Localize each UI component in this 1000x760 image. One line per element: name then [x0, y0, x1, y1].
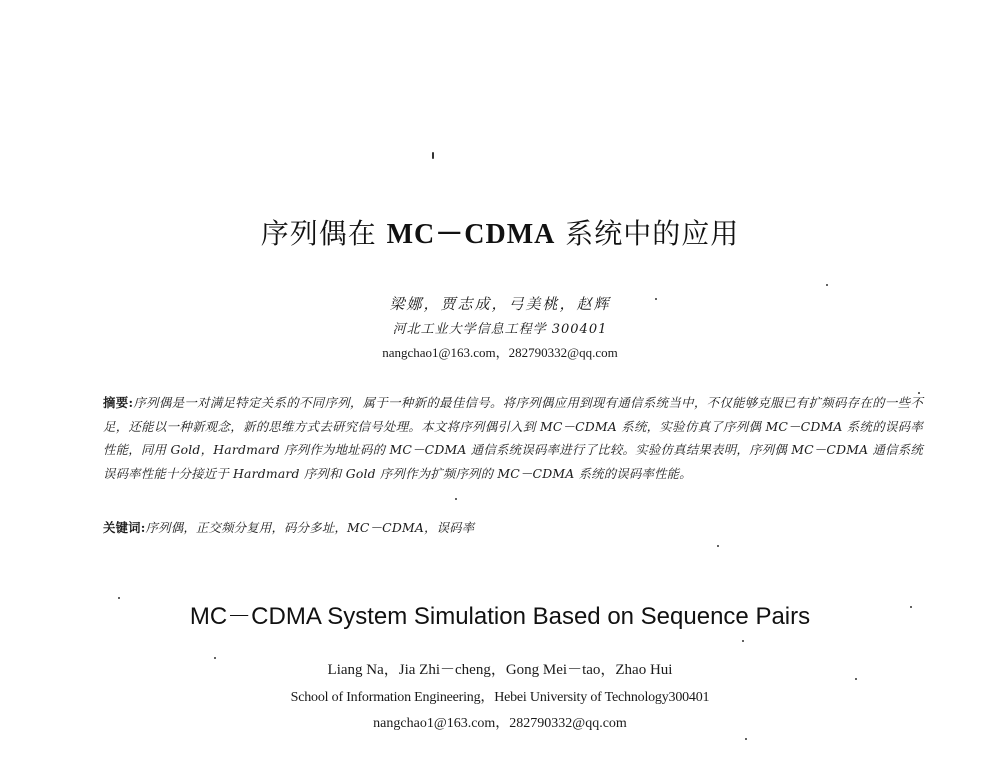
- scan-speck: [455, 498, 457, 500]
- scan-speck: [745, 738, 747, 740]
- chinese-authors: 梁娜，贾志成，弓美桃，赵辉: [389, 295, 611, 313]
- chinese-title: [0, 212, 1000, 252]
- chinese-title-part2: 系统中的应用: [565, 217, 740, 250]
- scan-speck: [742, 640, 744, 642]
- english-emails: nangchao1@163.com，282790332@qq.com: [373, 716, 627, 731]
- english-authors: Liang Na，Jia Zhi－cheng，Gong Mei－tao，Zhao Hui: [327, 662, 673, 678]
- scan-speck: [432, 152, 434, 159]
- chinese-affiliation: 河北工业大学信息工程学 300401: [392, 322, 608, 337]
- keywords-text: 序列偶，正交频分复用，码分多址，MC－CDMA，误码率: [145, 520, 475, 535]
- chinese-title-latin: MC－CDMA: [386, 219, 556, 250]
- scan-speck: [826, 284, 828, 286]
- abstract-text: 序列偶是一对满足特定关系的不同序列，属于一种新的最佳信号。将序列偶应用到现有通信系统当中，不仅能够克服已有扩频码存在的一些不足，还能以一种新观念，新的思维方式去研究信号处理。本文将序列偶引入到 MC－CDMA 系统，实验仿真了序列偶 MC－CDMA 系统的误码率性能，同用 Gold，Hardmard 序列作为地址码的 MC－CDMA 通信系统误码率进行了比较。实验仿真结果表明，序列偶 MC－CDMA 通信系统误码率性能十分接近于 Hardmard 序列和 Gold 序列作为扩频序列的 MC－CDMA 系统的误码率性能。: [103, 395, 923, 481]
- keywords-label: 关键词:: [103, 520, 146, 535]
- english-affiliation: School of Information Engineering，Hebei University of Technology300401: [290, 690, 710, 705]
- abstract-paragraph: [103, 391, 923, 485]
- abstract-label: 摘要:: [103, 395, 134, 410]
- keywords-line: [103, 518, 923, 536]
- chinese-emails: nangchao1@163.com，282790332@qq.com: [382, 345, 618, 360]
- english-title: MC－CDMA System Simulation Based on Sequence Pairs: [189, 603, 811, 630]
- scan-speck: [717, 545, 719, 547]
- chinese-title-part1: 序列偶在: [260, 217, 377, 250]
